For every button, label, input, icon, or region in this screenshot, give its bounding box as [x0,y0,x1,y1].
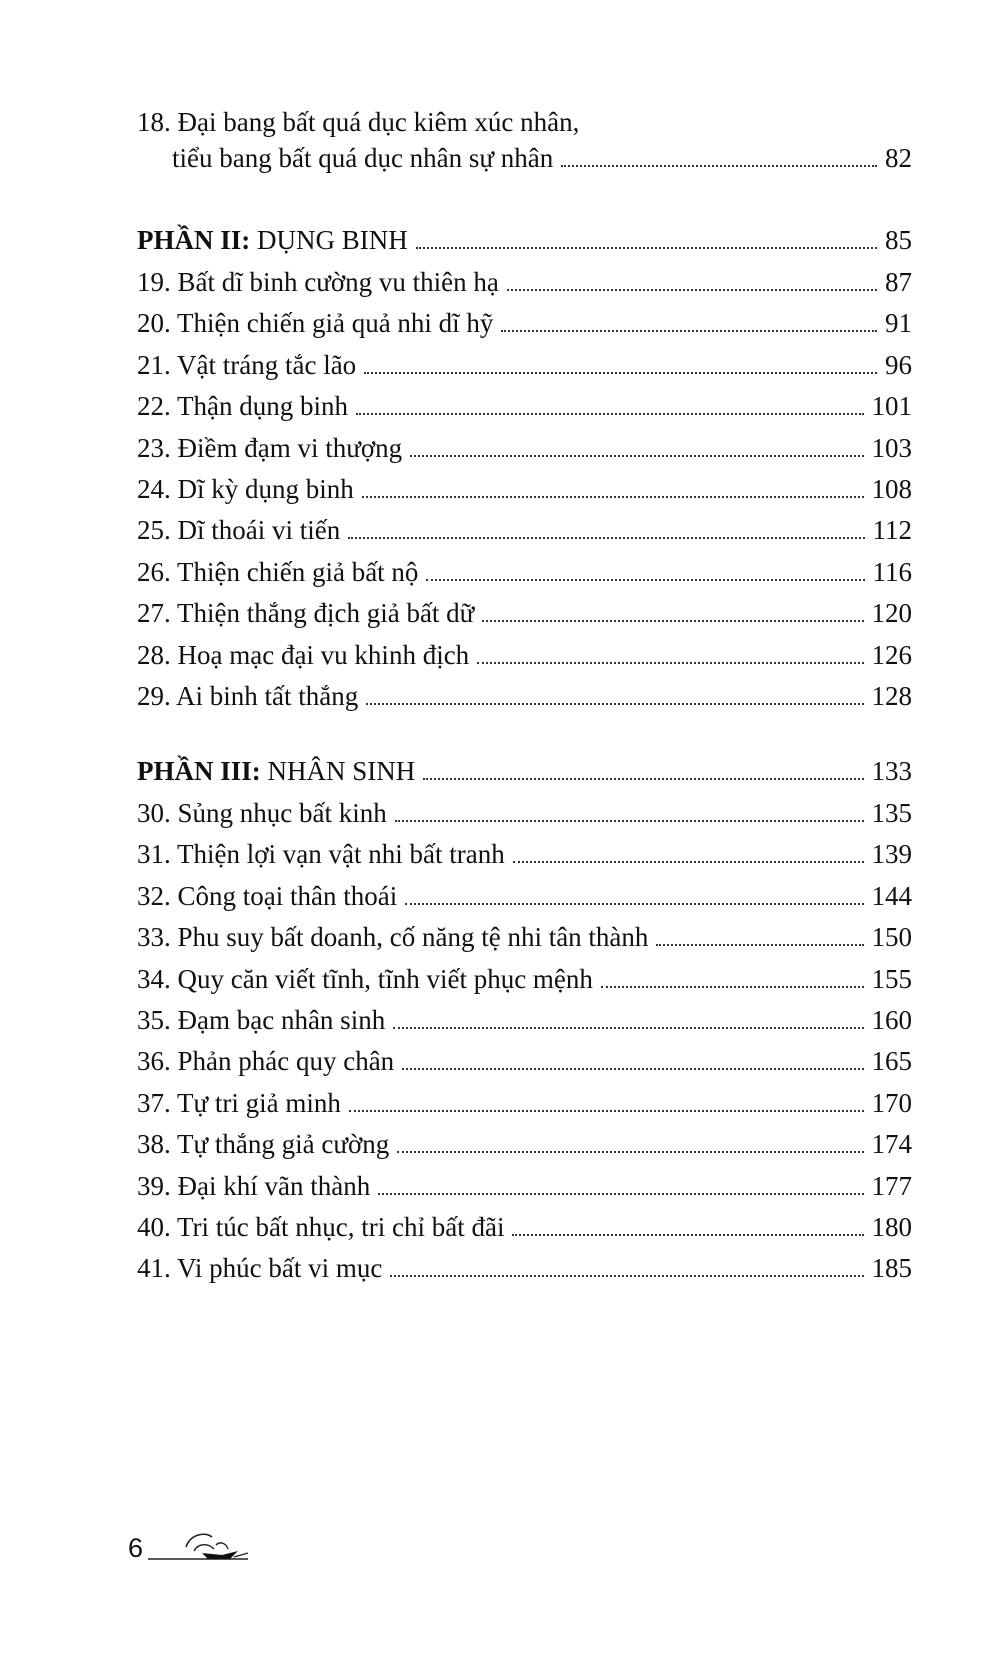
dot-leader [402,1068,863,1070]
toc-page-number: 133 [871,756,912,786]
toc-entry-title: 40. Tri túc bất nhục, tri chỉ bất đãi [137,1212,505,1242]
toc-page-number: 177 [871,1170,912,1201]
toc-page-number: 128 [871,681,912,711]
dot-leader [356,413,864,415]
toc-entry-title: 27. Thiện thắng địch giả bất dữ [137,598,475,629]
toc-entry[interactable] [137,426,912,466]
toc-entry[interactable] [137,343,912,383]
dot-leader [423,778,863,780]
toc-entry-title: 39. Đại khí vãn thành [137,1170,371,1201]
toc-entry[interactable] [137,674,912,714]
dot-leader [410,455,863,457]
dot-leader [405,903,863,905]
toc-entry[interactable] [137,1081,912,1121]
toc-page-number: 185 [871,1253,912,1284]
toc-entry-title: 37. Tự tri giả minh [137,1087,341,1118]
toc-entry[interactable] [137,874,912,914]
toc-part-3-heading[interactable] [137,749,912,789]
toc-entry[interactable] [137,1122,912,1162]
toc-entry-18-line1: 18. Đại bang bất quá dục kiêm xúc nhân, [137,107,580,137]
toc-entry-title: 34. Quy căn viết tĩnh, tĩnh viết phục mệnh [137,963,593,994]
toc-page-number: 165 [871,1046,912,1077]
ink-brush-figure-icon [148,1525,258,1570]
toc-entry-title: 24. Dĩ kỳ dụng binh [137,474,354,504]
toc-entry-title: 30. Sủng nhục bất kinh [137,798,387,828]
toc-entry[interactable] [137,832,912,872]
dot-leader [390,1275,863,1277]
toc-entry-title: 26. Thiện chiến giả bất nộ [137,556,419,587]
toc-page-number: 150 [871,922,912,953]
toc-entry[interactable] [137,591,912,631]
footer-page-number: 6 [128,1533,144,1563]
dot-leader [349,1110,864,1112]
part-name: NHÂN SINH [267,756,416,786]
dot-leader [426,579,864,581]
toc-page-number: 82 [885,143,912,173]
dot-leader [561,165,877,167]
toc-entry-title: 36. Phản phác quy chân [137,1046,395,1077]
toc-entry-title: 41. Vi phúc bất vi mục [137,1253,383,1284]
dot-leader [348,537,864,539]
toc-entry[interactable] [137,1039,912,1079]
toc-entry[interactable] [137,633,912,673]
dot-leader [482,620,863,622]
toc-page-number: 135 [871,798,912,828]
toc-entry-title: 21. Vật tráng tắc lão [137,349,357,380]
toc-entry-title: 35. Đạm bạc nhân sinh [137,1005,386,1035]
toc-entry-title: 20. Thiện chiến giả quả nhi dĩ hỹ [137,308,494,339]
toc-entry[interactable] [137,260,912,300]
toc-entry[interactable] [137,301,912,341]
toc-page-number: 108 [871,474,912,504]
toc-page-number: 144 [871,880,912,911]
part-label: PHẦN III: [137,756,261,786]
dot-leader [512,1234,863,1236]
toc-page-number: 91 [885,308,912,339]
part-name: DỤNG BINH [257,225,408,255]
toc-entry[interactable] [137,791,912,831]
toc-entry-title: 28. Hoạ mạc đại vu khinh địch [137,639,470,670]
toc-entry[interactable] [137,1164,912,1204]
toc-page-number: 116 [872,556,912,587]
toc-page-number: 180 [871,1212,912,1242]
toc-page-number: 170 [871,1087,912,1118]
dot-leader [364,372,877,374]
dot-leader [416,247,877,249]
toc-entry-title: 23. Điềm đạm vi thượng [137,432,403,463]
dot-leader [477,662,863,664]
dot-leader [366,703,863,705]
dot-leader [397,1151,863,1153]
dot-leader [393,1027,863,1029]
toc-entry[interactable] [137,1246,912,1286]
dot-leader [513,861,864,863]
toc-entry-title: 31. Thiện lợi vạn vật nhi bất tranh [137,839,505,870]
toc-part-title [137,753,415,789]
toc-entry[interactable] [137,1205,912,1245]
toc-page-number: 174 [871,1129,912,1160]
toc-page-number: 160 [871,1005,912,1035]
toc-entry-title: 29. Ai binh tất thắng [137,681,359,711]
toc-entry-title: 25. Dĩ thoái vi tiến [137,515,341,546]
toc-page-number: 139 [871,839,912,870]
dot-leader [601,986,864,988]
toc-entry[interactable] [137,550,912,590]
toc-page-number: 85 [885,225,912,255]
dot-leader [501,330,877,332]
dot-leader [656,944,863,946]
toc-entry-title: 22. Thận dụng binh [137,391,348,422]
dot-leader [362,496,864,498]
toc-page-number: 103 [871,432,912,463]
toc-part-2-heading[interactable] [137,218,912,258]
toc-part-title [137,222,408,258]
dot-leader [378,1193,863,1195]
toc-page-number: 120 [871,598,912,629]
toc-entry-title: tiểu bang bất quá dục nhân sự nhân [172,143,554,173]
toc-page-number: 87 [885,267,912,297]
toc-entry-title: 32. Công toại thân thoái [137,880,398,911]
dot-leader [507,289,877,291]
toc-entry[interactable] [137,467,912,507]
toc-entry[interactable] [137,957,912,997]
toc-entry[interactable] [137,915,912,955]
toc-entry[interactable] [137,384,912,424]
dot-leader [395,820,864,822]
toc-entry-title: 19. Bất dĩ binh cường vu thiên hạ [137,267,499,297]
toc-page-number: 101 [871,391,912,422]
toc-page-number: 155 [871,963,912,994]
toc-page-number: 126 [871,639,912,670]
part-label: PHẦN II: [137,225,251,255]
toc-entry-18[interactable] [172,136,912,176]
toc-page-number: 96 [885,349,912,380]
toc-entry-title: 38. Tự thắng giả cường [137,1129,390,1160]
toc-entry[interactable] [137,998,912,1038]
toc-entry[interactable] [137,508,912,548]
toc-page-number: 112 [872,515,912,546]
toc-entry-title: 33. Phu suy bất doanh, cố năng tệ nhi tân thành [137,922,649,953]
